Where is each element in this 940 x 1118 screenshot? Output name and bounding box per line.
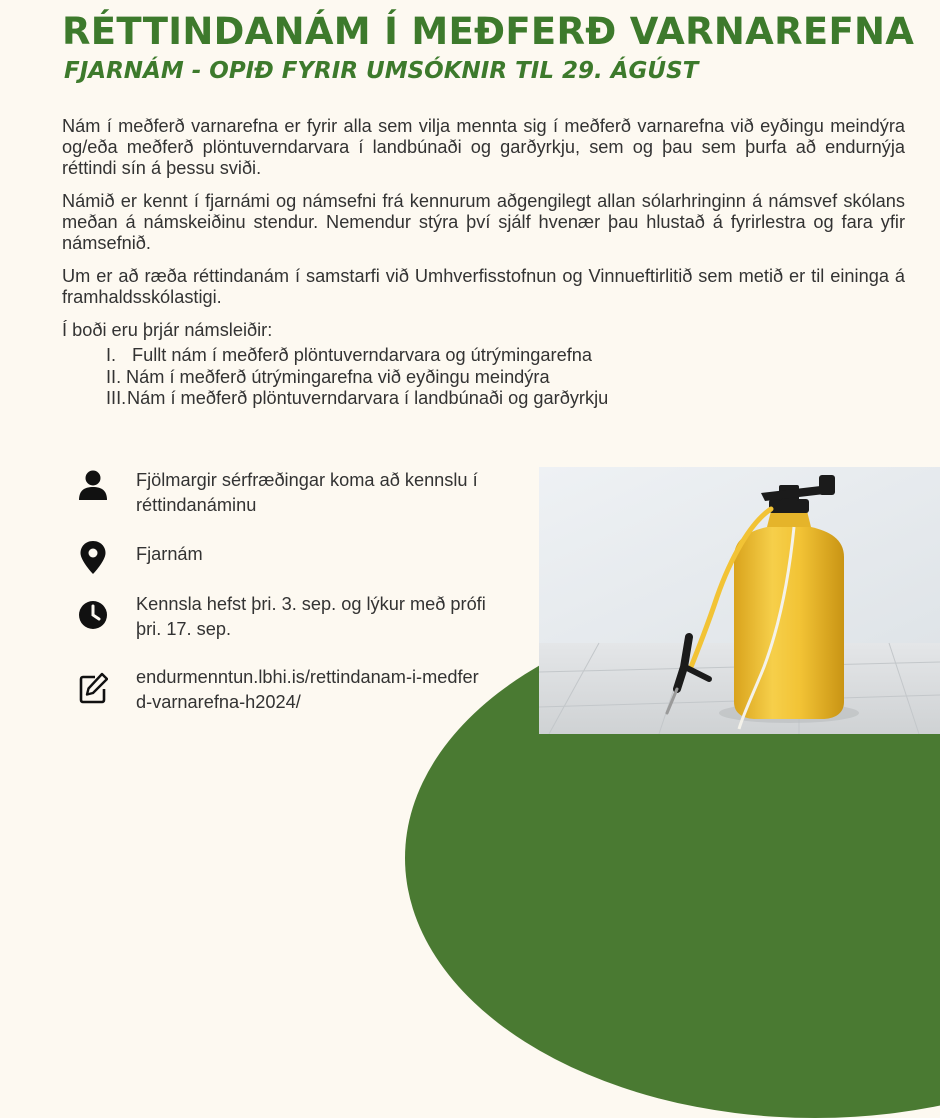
info-format bbox=[78, 540, 486, 574]
info-text: Kennsla hefst þri. 3. sep. og lýkur með prófi þri. 17. sep. bbox=[136, 594, 486, 639]
track-label: Nám í meðferð útrýmingarefna við eyðingu meindýra bbox=[126, 366, 550, 387]
description-paragraph: Nám í meðferð varnarefna er fyrir alla sem vilja mennta sig í meðferð varnarefna við eyðingu meindýra og/eða meðferð plöntuverndarvara í landbúnaði og garðyrkju, sem og þau sem þurfa að endurnýja réttindi sín á þessu sviði. bbox=[62, 116, 905, 178]
description-paragraph: Um er að ræða réttindanám í samstarfi við Umhverfisstofnun og Vinnueftirlitið sem metið er til eininga á framhaldsskólastigi. bbox=[62, 266, 905, 307]
page-subtitle: FJARNÁM - OPIÐ FYRIR UMSÓKNIR TIL 29. ÁGÚST bbox=[64, 58, 699, 84]
track-number: III. bbox=[106, 388, 127, 408]
track-item bbox=[106, 367, 905, 389]
info-text: Fjarnám bbox=[136, 544, 203, 564]
track-item bbox=[106, 345, 905, 367]
location-pin-icon bbox=[78, 540, 108, 574]
info-schedule bbox=[78, 592, 486, 642]
sprayer-photo bbox=[539, 467, 940, 734]
tracks-intro: Í boði eru þrjár námsleiðir: bbox=[62, 320, 273, 340]
page-title: RÉTTINDANÁM Í MEÐFERÐ VARNAREFNA bbox=[62, 10, 915, 53]
person-icon bbox=[78, 468, 108, 502]
link-text[interactable]: endurmenntun.lbhi.is/rettindanam-i-medferd-varnarefna-h2024/ bbox=[136, 667, 479, 712]
description-paragraph: Námið er kennt í fjarnámi og námsefni frá kennurum aðgengilegt allan sólarhringinn á námsvef skólans meðan á námskeiðinu stendur. Nemendur stýra því sjálf hvenær þau hlustað á fyrirlestra og fara yfir námsefnið. bbox=[62, 191, 905, 253]
track-label: Nám í meðferð plöntuverndarvara í landbúnaði og garðyrkju bbox=[127, 388, 609, 408]
info-link bbox=[78, 665, 486, 715]
tracks-list bbox=[62, 345, 905, 410]
info-text: Fjölmargir sérfræðingar koma að kennslu í réttindanáminu bbox=[136, 470, 478, 515]
clock-icon bbox=[78, 598, 108, 632]
track-item bbox=[106, 388, 905, 410]
track-label: Fullt nám í meðferð plöntuverndarvara og útrýmingarefna bbox=[132, 345, 592, 365]
info-teachers bbox=[78, 468, 486, 518]
course-description bbox=[62, 116, 905, 410]
track-number: I. bbox=[106, 345, 117, 365]
track-number: II. bbox=[106, 366, 122, 387]
edit-icon bbox=[78, 671, 108, 705]
